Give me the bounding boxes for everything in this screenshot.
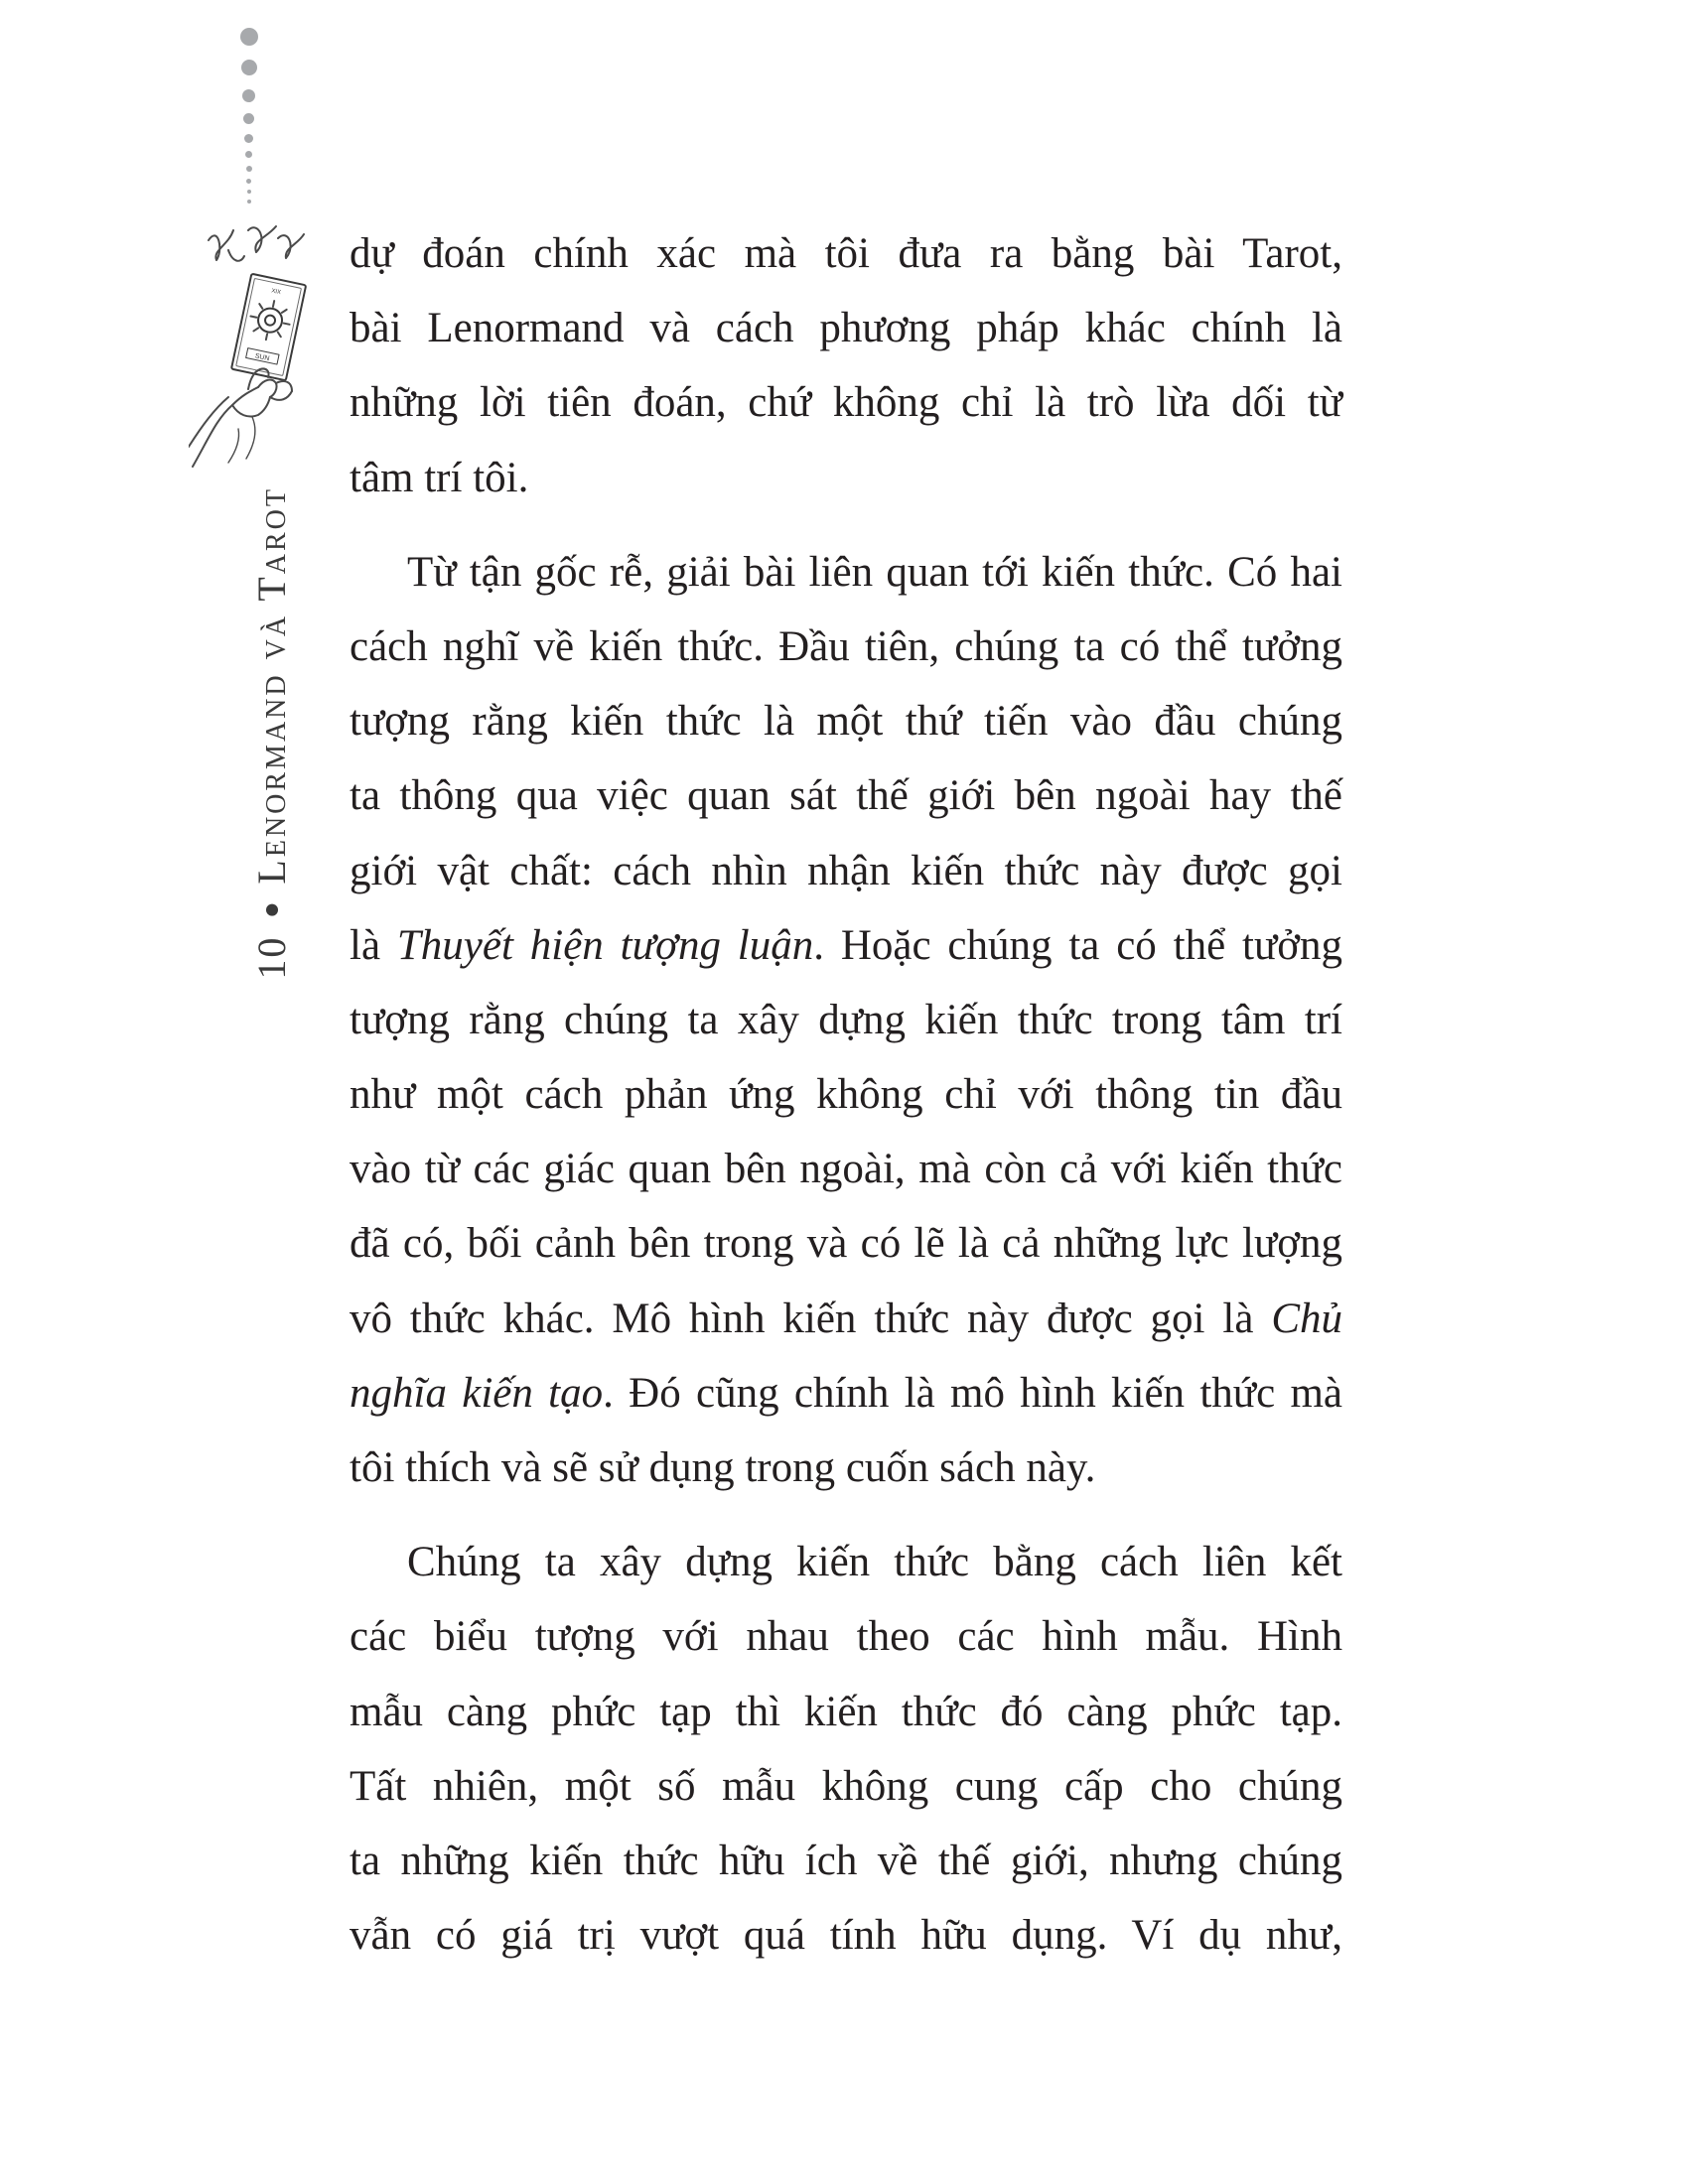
italic-term: Chủ: [1271, 1295, 1342, 1342]
italic-term: Thuyết hiện tượng luận: [396, 921, 814, 969]
text-line: vẫn có giá trị vượt quá tính hữu dụng. Ví dụ như,: [350, 1912, 1342, 1960]
italic-term: nghĩa kiến tạo: [350, 1369, 604, 1417]
body-text: [350, 216, 1342, 1973]
paragraph-3: [350, 1525, 1342, 1973]
text-line: [350, 908, 1342, 983]
text-line: giới vật chất: cách nhìn nhận kiến thức này được gọi: [350, 847, 1342, 894]
text-line: như một cách phản ứng không chỉ với thông tin đầu: [350, 1071, 1342, 1119]
text-line: dự đoán chính xác mà tôi đưa ra bằng bài Tarot,: [350, 230, 1342, 277]
text-line: cách nghĩ về kiến thức. Đầu tiên, chúng ta có thể tưởng: [350, 622, 1342, 670]
card-label: SUN: [254, 352, 270, 363]
bullet-separator: [266, 904, 278, 916]
paragraph-2: [350, 535, 1342, 1505]
text-line: vào từ các giác quan bên ngoài, mà còn cả với kiến thức: [350, 1146, 1342, 1193]
svg-text:XIX: XIX: [270, 288, 282, 297]
decorative-dots: [234, 22, 264, 210]
text-line: [350, 1282, 1342, 1356]
text-line: tượng rằng kiến thức là một thứ tiến vào đầu chúng: [350, 698, 1342, 746]
text-line: tượng rằng chúng ta xây dựng kiến thức trong tâm trí: [350, 996, 1342, 1043]
text-run: là: [350, 921, 397, 969]
text-run: vô thức khác. Mô hình kiến thức này được gọi là: [350, 1295, 1272, 1342]
running-head: [249, 486, 294, 980]
text-run: . Đó cũng chính là mô hình kiến thức mà: [603, 1369, 1343, 1417]
text-line: những lời tiên đoán, chứ không chỉ là trò lừa dối từ: [350, 379, 1342, 427]
paragraph-1: [350, 216, 1342, 515]
text-line: Từ tận gốc rễ, giải bài liên quan tới kiến thức. Có hai: [407, 548, 1342, 596]
text-line: Tất nhiên, một số mẫu không cung cấp cho chúng: [350, 1762, 1342, 1810]
text-line: bài Lenormand và cách phương pháp khác chính là: [350, 305, 1342, 352]
page-number: 10: [249, 935, 294, 980]
text-line: các biểu tượng với nhau theo các hình mẫu. Hình: [350, 1613, 1342, 1661]
text-line: mẫu càng phức tạp thì kiến thức đó càng phức tạp.: [350, 1688, 1342, 1735]
hand-holding-sun-card-icon: [189, 220, 318, 469]
text-line: ta thông qua việc quan sát thế giới bên ngoài hay thế: [350, 772, 1342, 820]
text-line: tâm trí tôi.: [350, 454, 529, 501]
text-line: tôi thích và sẽ sử dụng trong cuốn sách này.: [350, 1444, 1096, 1491]
text-line: đã có, bối cảnh bên trong và có lẽ là cả những lực lượng: [350, 1220, 1342, 1268]
text-line: Chúng ta xây dựng kiến thức bằng cách liên kết: [407, 1539, 1342, 1586]
text-run: . Hoặc chúng ta có thể tưởng: [813, 921, 1343, 969]
text-line: [350, 1356, 1342, 1431]
text-line: ta những kiến thức hữu ích về thế giới, nhưng chúng: [350, 1837, 1342, 1884]
book-title: Lenormand và Tarot: [249, 486, 294, 885]
